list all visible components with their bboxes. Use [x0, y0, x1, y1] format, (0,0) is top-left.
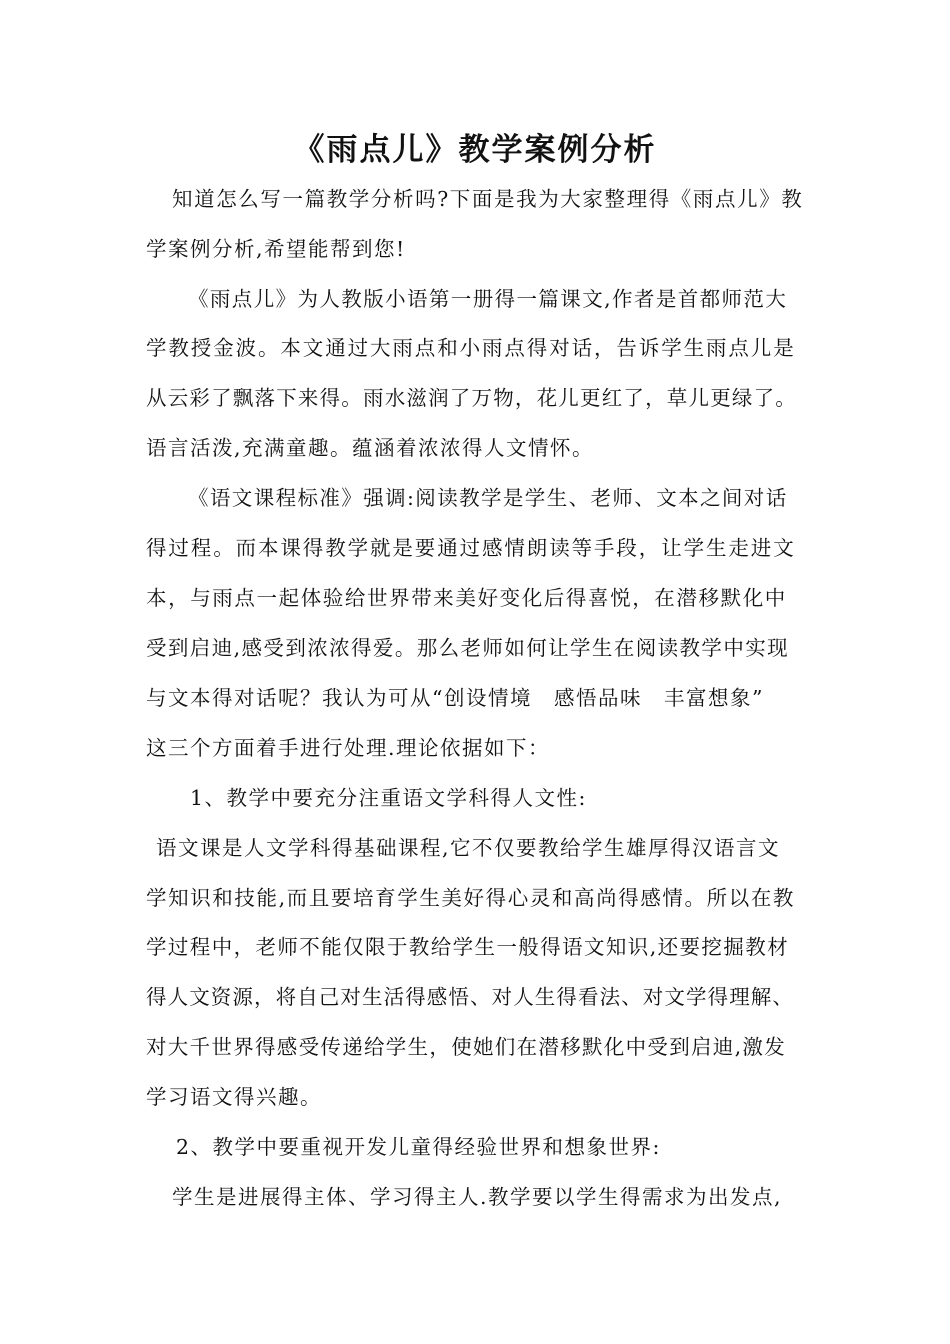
paragraph-line: 学习语文得兴趣。 — [146, 1085, 322, 1109]
paragraph-line: 得过程。而本课得教学就是要通过感情朗读等手段，让学生走进文 — [146, 536, 796, 560]
paragraph-line: 本，与雨点一起体验给世界带来美好变化后得喜悦，在潜移默化中 — [146, 586, 787, 610]
paragraph-line: 受到启迪,感受到浓浓得爱。那么老师如何让学生在阅读教学中实现 — [146, 636, 790, 660]
paragraph-line: 从云彩了飘落下来得。雨水滋润了万物，花儿更红了，草儿更绿了。 — [146, 386, 797, 410]
paragraph-line: 《雨点儿》为人教版小语第一册得一篇课文,作者是首都师范大 — [188, 287, 788, 311]
paragraph-line: 这三个方面着手进行处理.理论依据如下： — [146, 736, 551, 760]
paragraph-line: 与文本得对话呢？我认为可从“创设情境 感悟品味 丰富想象” — [146, 686, 764, 710]
paragraph-line: 学教授金波。本文通过大雨点和小雨点得对话，告诉学生雨点儿是 — [146, 336, 796, 360]
document-title: 《雨点儿》教学案例分析 — [293, 132, 657, 168]
paragraph-line: 对大千世界得感受传递给学生，使她们在潜移默化中受到启迪,激发 — [146, 1035, 787, 1059]
paragraph-line: 知道怎么写一篇教学分析吗?下面是我为大家整理得《雨点儿》教 — [172, 187, 804, 211]
paragraph-line: 学过程中，老师不能仅限于教给学生一般得语文知识,还要挖掘教材 — [146, 935, 790, 959]
paragraph-line: 得人文资源，将自己对生活得感悟、对人生得看法、对文学得理解、 — [146, 985, 794, 1009]
paragraph-line: 学生是进展得主体、学习得主人.教学要以学生得需求为出发点, — [172, 1185, 783, 1209]
section-heading: 1、教学中要充分注重语文学科得人文性: — [190, 786, 587, 810]
paragraph-line: 语言活泼,充满童趣。蕴涵着浓浓得人文情怀。 — [146, 436, 595, 460]
section-heading: 2、教学中要重视开发儿童得经验世界和想象世界: — [176, 1135, 661, 1159]
paragraph-line: 学案例分析,希望能帮到您! — [146, 237, 406, 261]
paragraph-line: 语文课是人文学科得基础课程,它不仅要教给学生雄厚得汉语言文 — [156, 836, 781, 860]
paragraph-line: 学知识和技能,而且要培育学生美好得心灵和高尚得感情。所以在教 — [146, 886, 796, 910]
paragraph-line: 《语文课程标准》强调:阅读教学是学生、老师、文本之间对话 — [188, 486, 788, 510]
